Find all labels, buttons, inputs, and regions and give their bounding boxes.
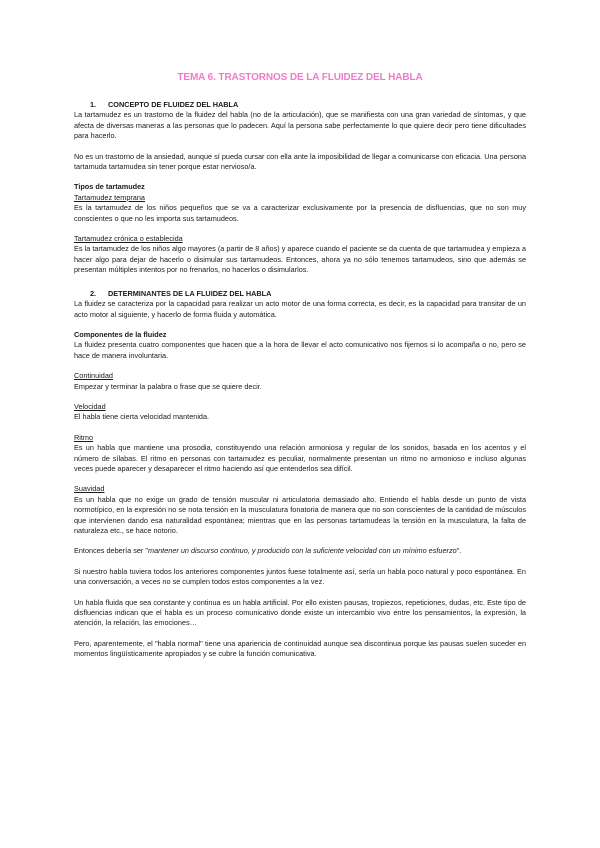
section-2-paragraph-1: La fluidez se caracteriza por la capacidad para realizar un acto motor de una forma correcta, es decir, es la capacidad para transitar de un acto motor al siguiente, y hacerlo de forma fluida y automática. bbox=[74, 299, 526, 319]
components-together-paragraph: Si nuestro habla tuviera todos los anteriores componentes juntos fuese totalmente así, sería un habla poco natural y poco espontánea. En una conversación, a veces no se cumplen todos estos componentes a la vez. bbox=[74, 566, 526, 587]
section-2-heading bbox=[74, 289, 526, 299]
component-ritmo-text: Es un habla que mantiene una prosodia, constituyendo una relación armoniosa y regular de los sonidos, basada en los acentos y el número de sílabas. El ritmo en personas con tartamudez es peculiar, normalmente presentan un ritmo no armonioso e incluso algunas veces puede aparecer y desaparecer el ritmo haciendo así que entenderlos sea difícil. bbox=[74, 443, 526, 473]
type-1-title: Tartamudez temprana bbox=[74, 192, 145, 202]
artificial-speech-paragraph: Un habla fluida que sea constante y continua es un habla artificial. Por ello existen pausas, tropiezos, repeticiones, dudas, etc. Este tipo de disfluencias indican que el habla es un proceso comunicativo donde existe un intercambio vivo entre los pensamientos, la expresión, la atención, la relación, las emociones… bbox=[74, 597, 526, 628]
quote-text: mantener un discurso continuo, y producido con la suficiente velocidad con un mínimo esfuerzo bbox=[147, 546, 457, 556]
section-1-title: CONCEPTO DE FLUIDEZ DEL HABLA bbox=[108, 100, 239, 109]
types-heading: Tipos de tartamudez bbox=[74, 182, 145, 192]
components-heading: Componentes de la fluidez bbox=[74, 329, 167, 339]
document-page bbox=[74, 72, 526, 660]
quote-paragraph bbox=[74, 546, 526, 556]
normal-speech-paragraph: Pero, aparentemente, el "habla normal" tiene una apariencia de continuidad aunque sea discontinua porque las pausas suelen suceder en momentos lingüísticamente apropiados y se cubre la función comunicativa. bbox=[74, 638, 526, 659]
document-title: TEMA 6. TRASTORNOS DE LA FLUIDEZ DEL HABLA bbox=[177, 72, 423, 83]
type-1-text: Es la tartamudez de los niños pequeños que se va a caracterizar exclusivamente por la presencia de disfluencias, que no son muy conscientes o que no les importa sus tartamudeos. bbox=[74, 203, 526, 223]
section-1-number: 1. bbox=[90, 100, 97, 109]
components-text: La fluidez presenta cuatro componentes que hacen que a la hora de llevar el acto comunicativo nos fijemos si lo acompaña o no, pero se hace de manera involuntaria. bbox=[74, 340, 526, 360]
section-2-title: DETERMINANTES DE LA FLUIDEZ DEL HABLA bbox=[108, 288, 272, 298]
component-continuidad-text: Empezar y terminar la palabra o frase que se quiere decir. bbox=[74, 381, 262, 391]
section-1-paragraph-2: No es un trastorno de la ansiedad, aunque sí pueda cursar con ella ante la imposibilidad de llegar a comunicarse con eficacia. Una persona tartamuda tartamudea sin tener porque estar nervioso/a. bbox=[74, 151, 526, 172]
component-ritmo-title: Ritmo bbox=[74, 432, 94, 442]
component-continuidad-title: Continuidad bbox=[74, 371, 113, 381]
quote-prefix: Entonces debería ser " bbox=[74, 546, 148, 556]
section-1-paragraph-1: La tartamudez es un trastorno de la fluidez del habla (no de la articulación), que se manifiesta con una gran variedad de síntomas, y que afecta de diversas maneras a las personas que lo padecen. Aquí la persona sabe perfectamente lo que quiere decir pero tiene dificultades para hacerlo. bbox=[74, 110, 526, 141]
section-1-heading bbox=[74, 100, 526, 110]
type-2-text: Es la tartamudez de los niños algo mayores (a partir de 8 años) y aparece cuando el paciente se da cuenta de que tartamudea y empieza a hacer algo para dejar de hacerlo o disimular sus tartamudeos. Entonces, ahora ya no sólo tenemos tartamudeos, sino que además se presentan múltiples intentos por no frenarlos, no hacerlos o disimularlos. bbox=[74, 244, 526, 275]
type-2-title: Tartamudez crónica o establecida bbox=[74, 234, 183, 244]
component-suavidad-title: Suavidad bbox=[74, 484, 105, 494]
section-2-number: 2. bbox=[90, 288, 97, 298]
component-velocidad-text: El habla tiene cierta velocidad mantenida. bbox=[74, 412, 210, 422]
component-suavidad-text: Es un habla que no exige un grado de tensión muscular ni articulatoria demasiado alto. Entiendo el habla desde un punto de vista normotípico, en la expresión no se nota tensión en la musculatura fonatoria de manera que no son conscientes de la cantidad de músculos que intervienen dando esa naturalidad espontánea; mientras que en las personas tartamudeas la tensión en la musculatura, la falta de naturaleza etc., se hace notorio. bbox=[74, 494, 526, 535]
component-velocidad-title: Velocidad bbox=[74, 401, 106, 411]
quote-suffix: ". bbox=[456, 546, 462, 556]
